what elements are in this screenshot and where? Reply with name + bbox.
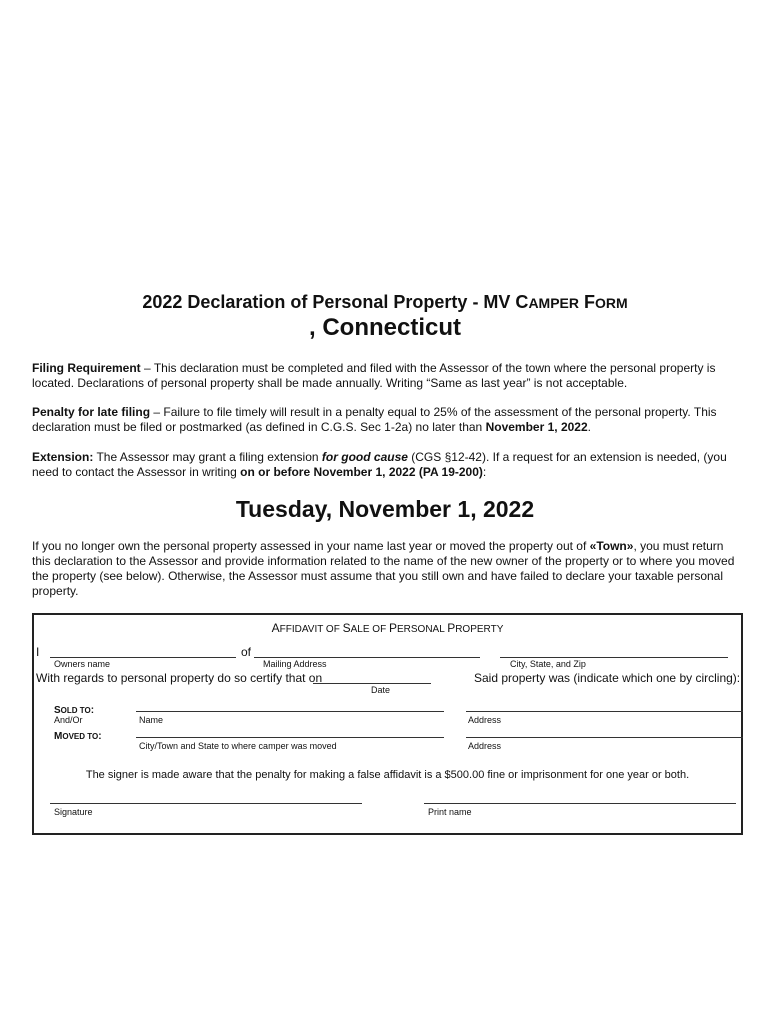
affidavit-title-part: FFIDAVIT OF [279,624,343,635]
sold-to-label-part: : [90,705,95,716]
due-date-heading: Tuesday, November 1, 2022 [235,496,535,522]
extension-text: (CGS §12-42). If a request for an extension is needed, (you need to contact the Assessor in writing [32,450,727,479]
mailing-address-caption: Mailing Address [263,659,327,669]
town-merge-field: «Town» [589,539,634,553]
affidavit-title [34,621,741,635]
sold-to-label-part: S [54,705,61,716]
print-name-caption: Print name [428,807,472,817]
extension-end: : [482,465,487,479]
affidavit-box [32,613,743,835]
owners-name-caption: Owners name [54,659,111,669]
extension-paragraph [32,450,742,480]
form-title [0,292,770,313]
affidavit-penalty-notice: The signer is made aware that the penalty for making a false affidavit is a $500.00 fine or imprisonment for one year or both. [85,769,690,781]
print-name-field[interactable] [424,803,736,804]
moved-to-label-part: : [98,731,102,742]
notice-text: , you must return this declaration to the Assessor and provide information related to the name of the new owner of the property or to where you moved the property (see below). Otherwise, the Assessor must assume that you still own and have failed to declare your taxable personal property. [32,539,735,598]
extension-deadline: on or before November 1, 2022 (PA 19-200) [240,465,483,479]
moved-to-city-field[interactable] [136,737,444,738]
sold-to-label-part: OLD TO [60,706,91,715]
city-state-zip-caption: City, State, and Zip [510,659,586,669]
said-property-text: Said property was (indicate which one by circling): [474,671,741,685]
title-text-small-caps: AMPER [528,295,579,311]
of-label: of [241,645,252,659]
owners-name-field[interactable] [50,657,236,658]
date-field[interactable] [313,683,431,684]
notice-paragraph [32,539,742,599]
moved-to-label[interactable] [54,726,102,744]
affidavit-title-part: S [342,621,351,635]
affidavit-title-part: P [388,621,397,635]
title-text: 2022 Declaration of Personal Property - MV C [142,292,529,312]
extension-label: Extension: [32,450,94,464]
address-caption: Address [468,715,502,725]
title-text: F [579,292,595,312]
penalty-end: . [587,420,591,434]
penalty-paragraph [32,405,742,435]
moved-to-label-part: M [54,731,63,742]
extension-text: The Assessor may grant a filing extension [93,450,322,464]
affidavit-title-part: ALE OF [350,624,389,635]
moved-to-label-part: OVED TO [62,732,99,741]
penalty-text: – Failure to file timely will result in a penalty equal to 25% of the assessment of the personal property. This declaration must be filed or postmarked (as defined in C.G.S. Sec 1-2a) no later than [32,405,717,434]
notice-text: If you no longer own the personal property assessed in your name last year or moved the property out of [32,539,590,553]
sold-to-name-field[interactable] [136,711,444,712]
sold-to-address-field[interactable] [466,711,743,712]
city-town-caption: City/Town and State to where camper was moved [139,741,337,751]
certify-text: With regards to personal property do so certify that on [36,671,323,685]
form-subtitle: , Connecticut [308,314,461,341]
affidavit-title-part: A [271,621,280,635]
name-caption: Name [139,715,164,725]
extension-emphasis: for good cause [321,450,408,464]
i-label: I [36,645,40,659]
mailing-address-field[interactable] [254,657,480,658]
address-caption-2: Address [468,741,502,751]
signature-field[interactable] [50,803,362,804]
moved-to-address-field[interactable] [466,737,743,738]
affidavit-title-part: P [447,621,456,635]
filing-requirement-text: – This declaration must be completed and filed with the Assessor of the town where the personal property is located. Declarations of personal property shall be made annually. Writing “Same as last year” is not acceptable. [32,361,716,390]
date-caption: Date [371,685,391,695]
penalty-label: Penalty for late filing [32,405,151,419]
penalty-deadline: November 1, 2022 [485,420,588,434]
signature-caption: Signature [54,807,93,817]
and-or-label: And/Or [54,715,83,725]
city-state-zip-field[interactable] [500,657,728,658]
filing-requirement-label: Filing Requirement [32,361,141,375]
filing-requirement-paragraph [32,361,742,391]
affidavit-title-part: ROPERTY [455,624,504,635]
affidavit-title-part: ERSONAL [396,624,448,635]
title-text-small-caps: ORM [595,295,628,311]
